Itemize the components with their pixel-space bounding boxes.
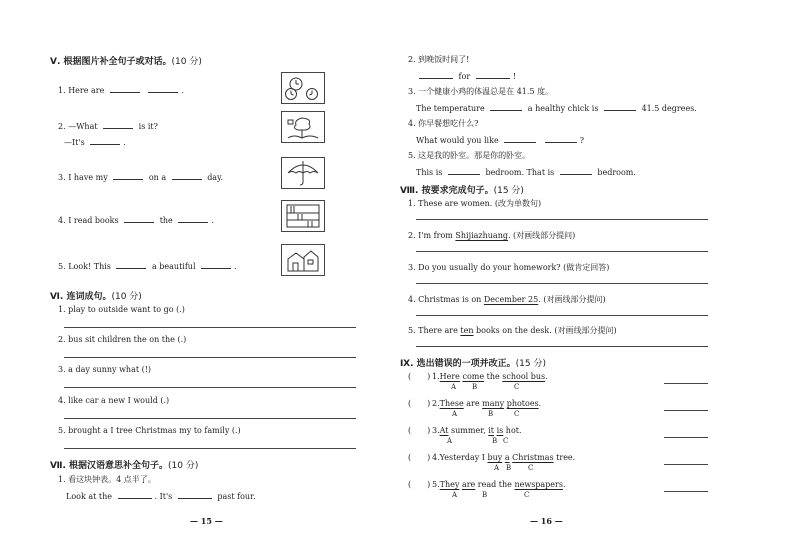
section-ix-title: Ⅸ. 选出错误的一项并改正。(15 分) xyxy=(400,359,546,369)
answer-line[interactable] xyxy=(416,315,708,316)
answer-blank[interactable] xyxy=(504,134,536,143)
s9-question-2: 2.These are many photoes. xyxy=(432,399,542,408)
correction-line[interactable] xyxy=(664,383,708,384)
s8-question-3: 3. Do you usually do your homework? (做肯定回答) xyxy=(408,263,610,272)
answer-blank[interactable] xyxy=(103,120,133,129)
option-letter-c: C xyxy=(514,383,520,391)
correction-line[interactable] xyxy=(664,410,708,411)
answer-blank[interactable] xyxy=(604,102,636,111)
s5-question-1: 1. Here are . xyxy=(58,86,184,95)
umbrella-image xyxy=(281,157,325,189)
s7-question-1-chinese: 1. 看这块钟表。4 点半了。 xyxy=(58,475,156,484)
s6-item-2: 2. bus sit children the on the (.) xyxy=(58,335,187,344)
s7-question-4: What would you like ? xyxy=(416,136,585,145)
answer-blank[interactable] xyxy=(178,490,212,499)
answer-line[interactable] xyxy=(416,346,708,347)
option-letter-c: C xyxy=(524,491,530,499)
s9-answer-paren[interactable]: ( ) xyxy=(408,372,431,381)
s9-answer-paren[interactable]: ( ) xyxy=(408,399,431,408)
section-viii-title: Ⅷ. 按要求完成句子。(15 分) xyxy=(400,186,524,196)
answer-line[interactable] xyxy=(64,357,356,358)
s7-question-5-chinese: 5. 这是我的卧室。那是你的卧室。 xyxy=(408,151,531,160)
answer-line[interactable] xyxy=(64,418,356,419)
correction-line[interactable] xyxy=(664,491,708,492)
option-letter-a: A xyxy=(452,410,458,418)
answer-blank[interactable] xyxy=(148,84,178,93)
s9-question-1: 1.Here come the school bus. xyxy=(432,372,548,381)
s6-item-4: 4. like car a new I would (.) xyxy=(58,396,170,405)
option-letter-b: B xyxy=(482,491,488,499)
answer-blank[interactable] xyxy=(545,134,577,143)
option-letter-b: B xyxy=(492,437,498,445)
section-vii-title: Ⅶ. 根据汉语意思补全句子。(10 分) xyxy=(50,461,199,471)
s5-question-3: 3. I have my on a day. xyxy=(58,173,224,182)
s5-question-2: 2. —What is it? xyxy=(58,122,158,131)
answer-blank[interactable] xyxy=(116,260,146,269)
option-letter-b: B xyxy=(506,464,512,472)
answer-blank[interactable] xyxy=(124,214,154,223)
section-v-title: Ⅴ. 根据图片补全句子或对话。(10 分) xyxy=(50,57,202,67)
s8-question-5: 5. There are ten books on the desk. (对画线部分提问) xyxy=(408,326,617,335)
answer-blank[interactable] xyxy=(560,166,592,175)
house-image xyxy=(281,244,325,276)
answer-blank[interactable] xyxy=(201,260,231,269)
answer-line[interactable] xyxy=(64,327,356,328)
correction-line[interactable] xyxy=(664,437,708,438)
answer-blank[interactable] xyxy=(118,490,152,499)
answer-blank[interactable] xyxy=(476,70,510,79)
answer-line[interactable] xyxy=(416,219,708,220)
s8-question-2: 2. I'm from Shijiazhuang. (对画线部分提问) xyxy=(408,231,576,240)
option-letter-a: A xyxy=(447,437,453,445)
answer-blank[interactable] xyxy=(178,214,208,223)
s9-question-5: 5.They are read the newspapers. xyxy=(432,480,566,489)
three-clocks-image xyxy=(281,72,325,104)
s6-item-1: 1. play to outside want to go (.) xyxy=(58,305,185,314)
s7-question-2: for ! xyxy=(416,70,516,81)
s5-question-4: 4. I read books the . xyxy=(58,216,214,225)
answer-line[interactable] xyxy=(416,283,708,284)
tree-image xyxy=(281,111,325,143)
section-vi-title: Ⅵ. 连词成句。(10 分) xyxy=(50,292,142,302)
option-letter-a: A xyxy=(451,383,457,391)
s9-question-4: 4.Yesterday I buy a Christmas tree. xyxy=(432,453,576,462)
option-letter-b: B xyxy=(472,383,478,391)
correction-line[interactable] xyxy=(664,464,708,465)
s9-answer-paren[interactable]: ( ) xyxy=(408,426,431,435)
option-letter-a: A xyxy=(452,491,458,499)
answer-blank[interactable] xyxy=(110,84,140,93)
s5-question-5: 5. Look! This a beautiful . xyxy=(58,262,237,271)
s5-question-2-reply: —It's . xyxy=(64,138,126,147)
s8-question-1: 1. These are women. (改为单数句) xyxy=(408,199,542,208)
s7-question-4-chinese: 4. 你早餐想吃什么? xyxy=(408,119,479,128)
answer-blank[interactable] xyxy=(172,171,202,180)
s6-item-5: 5. brought a I tree Christmas my to family (.) xyxy=(58,426,241,435)
s8-question-4: 4. Christmas is on December 25. (对画线部分提问) xyxy=(408,295,606,304)
s9-answer-paren[interactable]: ( ) xyxy=(408,453,431,462)
answer-line[interactable] xyxy=(64,448,356,449)
page-number-right: — 16 — xyxy=(530,516,563,526)
option-letter-c: C xyxy=(528,464,534,472)
bookshelf-image xyxy=(281,200,325,232)
s7-question-2-chinese: 2. 到晚饭时间了! xyxy=(408,55,470,64)
option-letter-a: A xyxy=(494,464,500,472)
answer-blank[interactable] xyxy=(90,136,120,145)
answer-blank[interactable] xyxy=(113,171,143,180)
s7-question-1: Look at the . It's past four. xyxy=(66,492,256,501)
answer-line[interactable] xyxy=(64,387,356,388)
s7-question-3-chinese: 3. 一个健康小鸡的体温总是在 41.5 度。 xyxy=(408,87,554,96)
s7-question-5: This is bedroom. That is bedroom. xyxy=(416,168,636,177)
s9-question-3: 3.At summer, it is hot. xyxy=(432,426,522,435)
option-letter-b: B xyxy=(488,410,494,418)
page-number-left: — 15 — xyxy=(190,516,223,526)
s9-answer-paren[interactable]: ( ) xyxy=(408,480,431,489)
option-letter-c: C xyxy=(503,437,509,445)
s7-question-3: The temperature a healthy chick is 41.5 degrees. xyxy=(416,104,697,113)
answer-blank[interactable] xyxy=(490,102,522,111)
answer-blank[interactable] xyxy=(419,70,453,79)
answer-blank[interactable] xyxy=(448,166,480,175)
option-letter-c: C xyxy=(514,410,520,418)
answer-line[interactable] xyxy=(416,251,708,252)
s6-item-3: 3. a day sunny what (!) xyxy=(58,365,152,374)
